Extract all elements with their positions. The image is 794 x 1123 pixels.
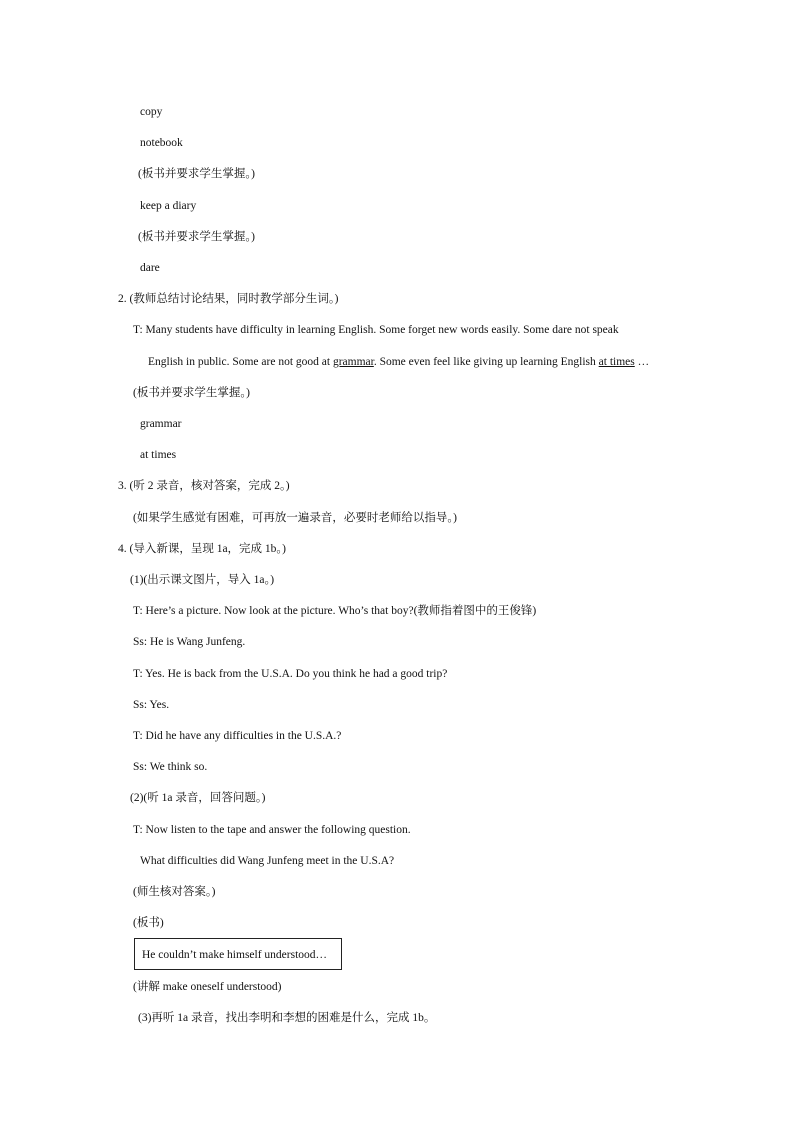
- underlined-grammar: grammar: [332, 356, 374, 368]
- vocab-grammar: grammar: [140, 418, 182, 430]
- text-segment: English in public. Some are not good at: [148, 356, 333, 368]
- step-4-heading: 4. (导入新课，呈现 1a，完成 1b。): [118, 543, 287, 555]
- vocab-copy: copy: [140, 106, 163, 118]
- step-3-note: (如果学生感觉有困难，可再放一遍录音，必要时老师给以指导。): [133, 512, 457, 524]
- vocab-notebook: notebook: [140, 137, 183, 149]
- teacher-line: T: Many students have difficulty in learning English. Some forget new words easily. Some dare not speak: [133, 324, 619, 336]
- question-line: What difficulties did Wang Junfeng meet in the U.S.A?: [140, 855, 395, 867]
- dialogue-line: Ss: He is Wang Junfeng.: [133, 636, 246, 648]
- substep-3: (3)再听 1a 录音，找出李明和李想的困难是什么，完成 1b。: [138, 1012, 436, 1024]
- board-note: (板书并要求学生掌握。): [138, 168, 255, 180]
- check-note: (师生核对答案。): [133, 886, 216, 898]
- vocab-at-times: at times: [140, 449, 177, 461]
- vocab-dare: dare: [140, 262, 160, 274]
- text-segment: …: [634, 356, 650, 368]
- board-note: (板书并要求学生掌握。): [133, 387, 250, 399]
- blackboard-text: He couldn’t make himself understood…: [142, 949, 328, 961]
- substep-2: (2)(听 1a 录音，回答问题。): [130, 792, 266, 804]
- text-segment: . Some even feel like giving up learning English: [373, 356, 599, 368]
- dialogue-line: T: Yes. He is back from the U.S.A. Do you think he had a good trip?: [133, 668, 448, 680]
- teacher-line-continued: [148, 354, 649, 370]
- step-2-heading: 2. (教师总结讨论结果，同时教学部分生词。): [118, 293, 339, 305]
- underlined-at-times: at times: [598, 356, 635, 368]
- dialogue-line: T: Did he have any difficulties in the U.S.A.?: [133, 730, 342, 742]
- dialogue-line: T: Now listen to the tape and answer the following question.: [133, 824, 411, 836]
- board-label: (板书): [133, 917, 164, 929]
- dialogue-line: Ss: Yes.: [133, 699, 170, 711]
- blackboard-box: [134, 938, 342, 970]
- board-note: (板书并要求学生掌握。): [138, 231, 255, 243]
- dialogue-line: T: Here’s a picture. Now look at the picture. Who’s that boy?(教师指着图中的王俊锋): [133, 605, 537, 617]
- substep-1: (1)(出示课文图片，导入 1a。): [130, 574, 275, 586]
- explain-note: (讲解 make oneself understood): [133, 981, 282, 993]
- dialogue-line: Ss: We think so.: [133, 761, 208, 773]
- vocab-keep-a-diary: keep a diary: [140, 200, 197, 212]
- step-3-heading: 3. (听 2 录音，核对答案，完成 2。): [118, 480, 290, 492]
